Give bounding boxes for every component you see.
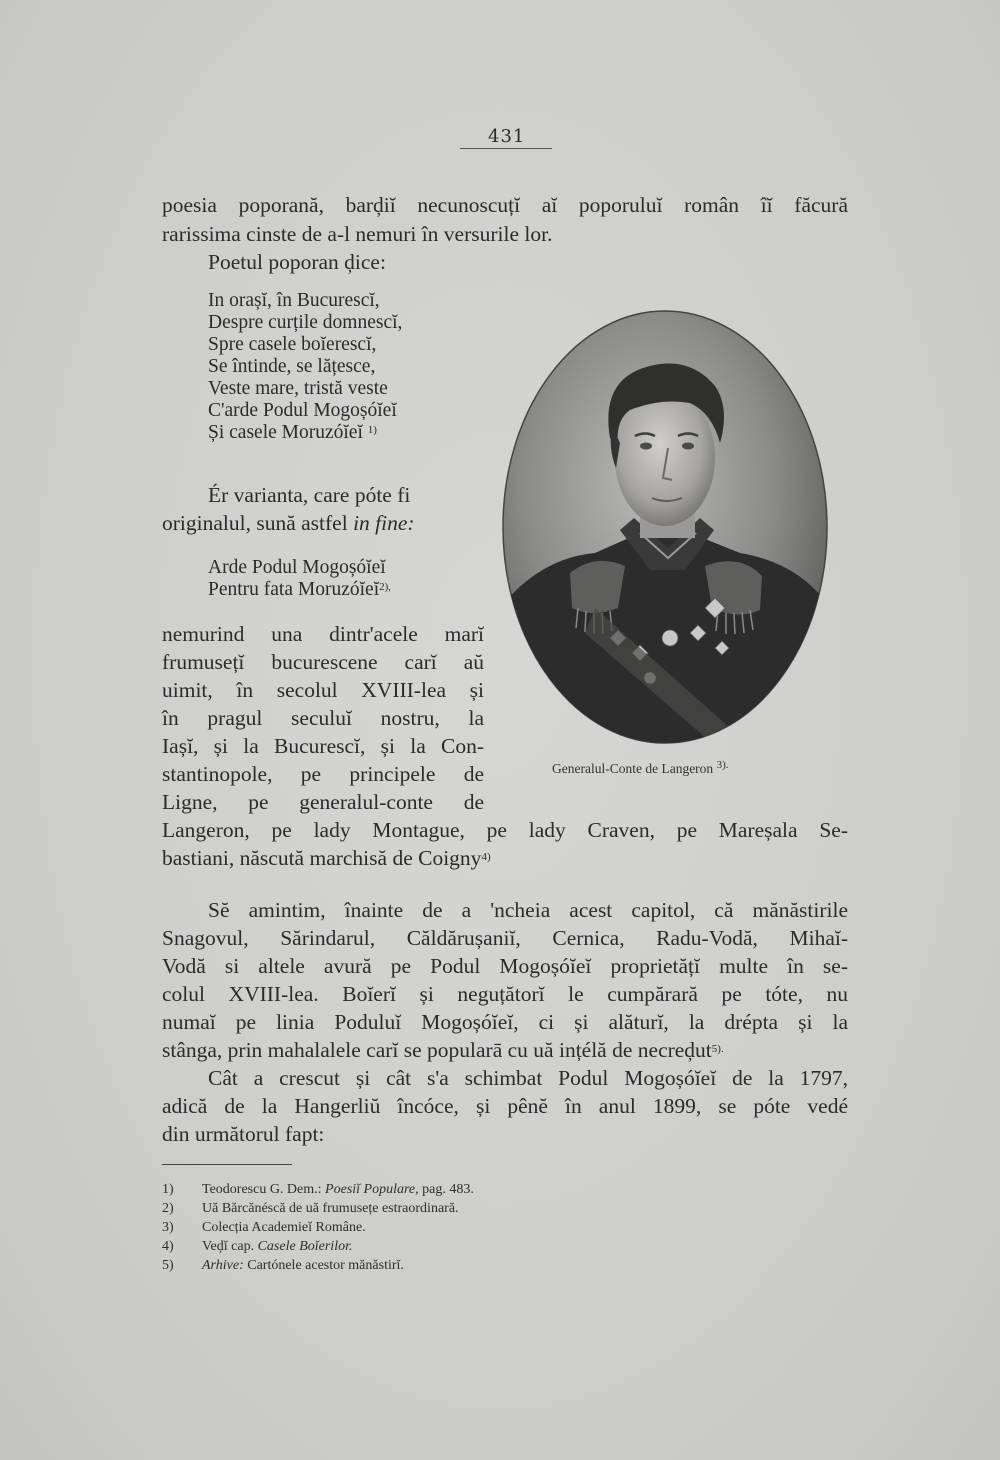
text-line: colul XVIII-lea. Boĭerĭ și neguțătorĭ le cumpărară pe tóte, nu bbox=[162, 982, 848, 1006]
footnote-4: 4) Veḑĭ cap. Casele Boĭerilor. bbox=[162, 1239, 353, 1254]
text-line: uimit, în secolul XVIII-lea și bbox=[162, 678, 484, 702]
verse-line: C'arde Podul Mogoșóĭeĭ bbox=[208, 400, 397, 421]
text-line: Cât a crescut și cât s'a schimbat Podul Mogoșóĭeĭ de la 1797, bbox=[208, 1066, 848, 1090]
portrait-engraving bbox=[500, 308, 830, 746]
text-line: Snagovul, Sărindarul, Căldărușaniĭ, Cernica, Radu-Vodă, Mihaĭ- bbox=[162, 926, 848, 950]
footnote-2: 2) Uă Bărcănéscă de uă frumusețe estraordinară. bbox=[162, 1201, 459, 1216]
text-line: nemurind una dintr'acele marĭ bbox=[162, 622, 484, 646]
footnote-rule bbox=[162, 1164, 292, 1165]
verse-line: Și casele Moruzóĭeĭ $^{1)}$ bbox=[208, 422, 377, 443]
text-line: Langeron, pe lady Montague, pe lady Craven, pe Mareșala Se- bbox=[162, 818, 848, 842]
text-line: bastiani, născută marchisă de Coigny$^{4)}$ bbox=[162, 846, 491, 870]
text-line: Sĕ amintim, înainte de a 'ncheia acest capitol, că mănăstirile bbox=[208, 898, 848, 922]
page-number-rule bbox=[460, 148, 552, 149]
text-line: stantinopole, pe principele de bbox=[162, 762, 484, 786]
text-line: din următorul fapt: bbox=[162, 1122, 325, 1146]
text-line: Poetul poporan ḑice: bbox=[208, 250, 386, 274]
text-line: numaĭ pe linia Poduluĭ Mogoșóĭeĭ, ci și alăturĭ, la drépta și la bbox=[162, 1010, 848, 1034]
verse-line: Arde Podul Mogoșóĭeĭ bbox=[208, 557, 386, 578]
footnote-ref: 5). bbox=[711, 1043, 724, 1055]
text-line: în pragul seculuĭ nostru, la bbox=[162, 706, 484, 730]
page-number: 431 bbox=[488, 126, 526, 147]
footnote-ref: 1) bbox=[367, 424, 377, 436]
text-line: Iașĭ, și la Bucurescĭ, și la Con- bbox=[162, 734, 484, 758]
text-line: Ligne, pe generalul-conte de bbox=[162, 790, 484, 814]
portrait-caption: Generalul-Conte de Langeron $^{3).}$ bbox=[552, 759, 729, 776]
text-line: Ér varianta, care póte fi bbox=[208, 483, 411, 507]
verse-line: Pentru fata Moruzóĭeĭ$^{2),}$ bbox=[208, 579, 392, 600]
text-line: rarissima cinste de a-l nemuri în versurile lor. bbox=[162, 222, 553, 246]
verse-line: Spre casele boĭerescĭ, bbox=[208, 334, 377, 355]
footnote-ref: 4) bbox=[481, 851, 491, 863]
footnote-ref: 3). bbox=[716, 759, 729, 771]
text-line: Vodă si altele avură pe Podul Mogoșóĭeĭ proprietățĭ multe în se- bbox=[162, 954, 848, 978]
footnote-ref: 2), bbox=[379, 581, 392, 593]
text-line: originalul, sună astfel in fine: bbox=[162, 511, 415, 535]
verse-line: Despre curțile domnescĭ, bbox=[208, 312, 403, 333]
verse-line: In orașĭ, în Bucurescĭ, bbox=[208, 290, 380, 311]
text-line: poesia poporană, barḑiĭ necunoscuțĭ aĭ poporuluĭ român îĭ făcură bbox=[162, 193, 848, 217]
verse-line: Veste mare, tristă veste bbox=[208, 378, 388, 399]
verse-line: Se întinde, se lățesce, bbox=[208, 356, 376, 377]
text-line: frumusețĭ bucurescene carĭ aŭ bbox=[162, 650, 484, 674]
footnote-5: 5) Arhive: Cartónele acestor mănăstirĭ. bbox=[162, 1258, 404, 1273]
footnote-3: 3) Colecția Academieĭ Române. bbox=[162, 1220, 366, 1235]
text-line: adică de la Hangerliŭ încóce, și pênĕ în anul 1899, se póte vedé bbox=[162, 1094, 848, 1118]
text-line: stânga, prin mahalalele carĭ se popularā cu uă ințélă de necreḑut$^{5).}$ bbox=[162, 1038, 724, 1062]
footnote-1: 1) Teodorescu G. Dem.: Poesiĭ Populare, pag. 483. bbox=[162, 1182, 474, 1197]
